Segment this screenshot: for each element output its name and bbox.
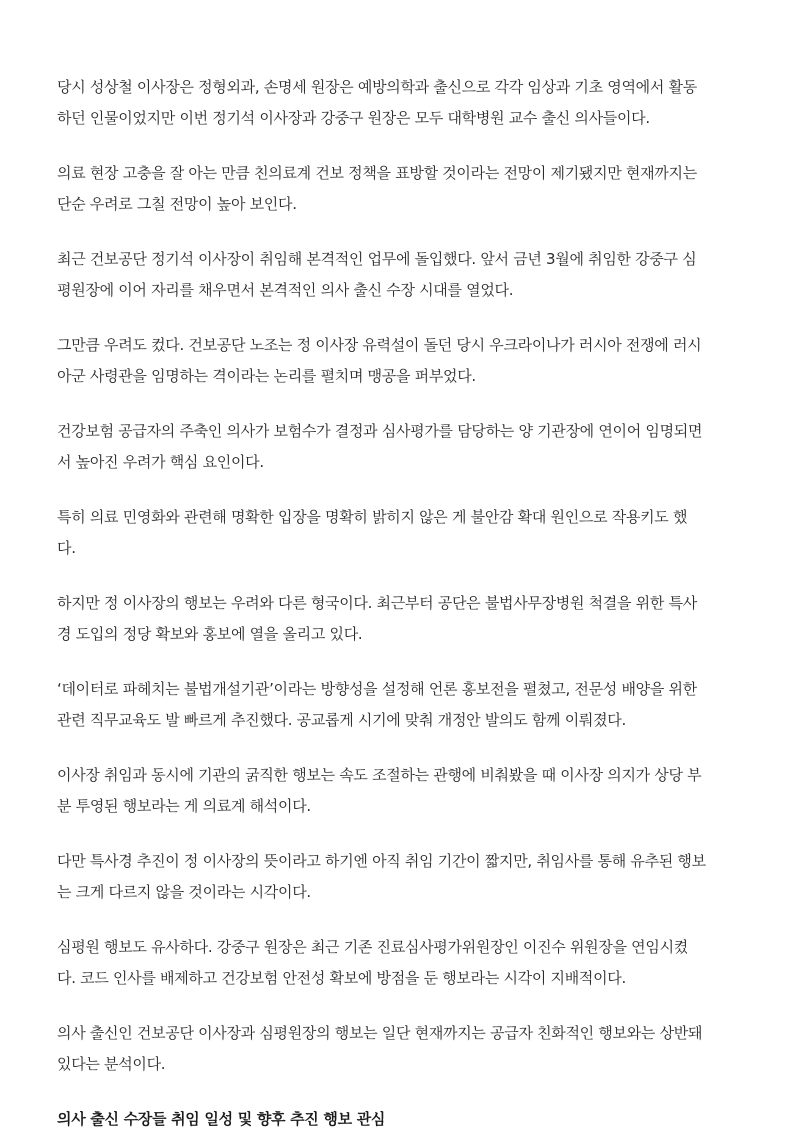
paragraph-4 bbox=[57, 330, 747, 392]
article-body bbox=[57, 72, 747, 1135]
paragraph-6 bbox=[57, 502, 747, 564]
paragraph-1 bbox=[57, 72, 747, 134]
paragraph-line: 는 크게 다르지 않을 것이라는 시각이다. bbox=[57, 883, 311, 901]
paragraph-line: 의료 현장 고충을 잘 아는 만큼 친의료계 건보 정책을 표방할 것이라는 전망이 제기됐지만 현재까지는 bbox=[57, 164, 697, 182]
paragraph-7 bbox=[57, 588, 747, 650]
section-subheading: 의사 출신 수장들 취임 일성 및 향후 추진 행보 관심 bbox=[57, 1110, 386, 1128]
paragraph-line: 다만 특사경 추진이 정 이사장의 뜻이라고 하기엔 아직 취임 기간이 짧지만, 취임사를 통해 유추된 행보 bbox=[57, 852, 706, 870]
paragraph-line: 경 도입의 정당 확보와 홍보에 열을 올리고 있다. bbox=[57, 625, 363, 643]
paragraph-line: 평원장에 이어 자리를 채우면서 본격적인 의사 출신 수장 시대를 열었다. bbox=[57, 281, 514, 299]
paragraph-line: 당시 성상철 이사장은 정형외과, 손명세 원장은 예방의학과 출신으로 각각 임상과 기초 영역에서 활동 bbox=[57, 78, 697, 96]
paragraph-line: ‘데이터로 파헤치는 불법개설기관’이라는 방향성을 설정해 언론 홍보전을 펼쳤고, 전문성 배양을 위한 bbox=[57, 680, 697, 698]
paragraph-line: 다. bbox=[57, 539, 76, 557]
paragraph-10 bbox=[57, 846, 747, 908]
paragraph-3 bbox=[57, 244, 747, 306]
paragraph-line: 관련 직무교육도 발 빠르게 추진했다. 공교롭게 시기에 맞춰 개정안 발의도 함께 이뤄졌다. bbox=[57, 711, 626, 729]
paragraph-line: 아군 사령관을 임명하는 격이라는 논리를 펼치며 맹공을 퍼부었다. bbox=[57, 367, 476, 385]
paragraph-line: 의사 출신인 건보공단 이사장과 심평원장의 행보는 일단 현재까지는 공급자 친화적인 행보와는 상반돼 bbox=[57, 1024, 703, 1042]
paragraph-line: 그만큼 우려도 컸다. 건보공단 노조는 정 이사장 유력설이 돌던 당시 우크라이나가 러시아 전쟁에 러시 bbox=[57, 336, 702, 354]
paragraph-9 bbox=[57, 760, 747, 822]
paragraph-2 bbox=[57, 158, 747, 220]
paragraph-line: 서 높아진 우려가 핵심 요인이다. bbox=[57, 453, 264, 471]
paragraph-line: 심평원 행보도 유사하다. 강중구 원장은 최근 기존 진료심사평가위원장인 이진수 위원장을 연임시켰 bbox=[57, 938, 688, 956]
paragraph-12 bbox=[57, 1018, 747, 1080]
paragraph-line: 최근 건보공단 정기석 이사장이 취임해 본격적인 업무에 돌입했다. 앞서 금년 3월에 취임한 강중구 심 bbox=[57, 250, 697, 268]
paragraph-line: 건강보험 공급자의 주축인 의사가 보험수가 결정과 심사평가를 담당하는 양 기관장에 연이어 임명되면 bbox=[57, 422, 703, 440]
paragraph-line: 있다는 분석이다. bbox=[57, 1055, 166, 1073]
paragraph-line: 단순 우려로 그칠 전망이 높아 보인다. bbox=[57, 195, 297, 213]
paragraph-8 bbox=[57, 674, 747, 736]
paragraph-5 bbox=[57, 416, 747, 478]
paragraph-11 bbox=[57, 932, 747, 994]
paragraph-line: 분 투영된 행보라는 게 의료계 해석이다. bbox=[57, 797, 311, 815]
paragraph-line: 하지만 정 이사장의 행보는 우려와 다른 형국이다. 최근부터 공단은 불법사무장병원 척결을 위한 특사 bbox=[57, 594, 697, 612]
paragraph-line: 특히 의료 민영화와 관련해 명확한 입장을 명확히 밝히지 않은 게 불안감 확대 원인으로 작용키도 했 bbox=[57, 508, 688, 526]
paragraph-line: 하던 인물이었지만 이번 정기석 이사장과 강중구 원장은 모두 대학병원 교수 출신 의사들이다. bbox=[57, 109, 650, 127]
paragraph-line: 이사장 취임과 동시에 기관의 굵직한 행보는 속도 조절하는 관행에 비춰봤을 때 이사장 의지가 상당 부 bbox=[57, 766, 702, 784]
paragraph-line: 다. 코드 인사를 배제하고 건강보험 안전성 확보에 방점을 둔 행보라는 시각이 지배적이다. bbox=[57, 969, 626, 987]
